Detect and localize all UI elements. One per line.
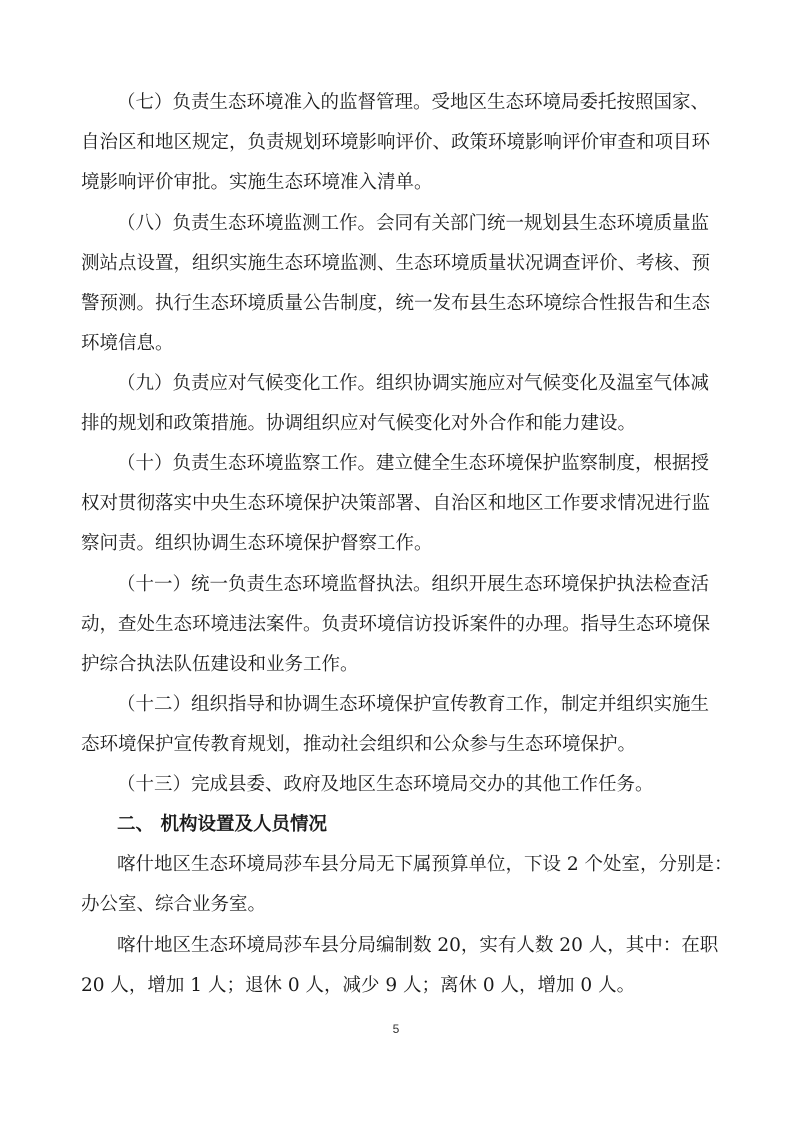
- paragraph-12-line-1: （十二）组织指导和协调生态环境保护宣传教育工作，制定并组织实施生: [117, 694, 710, 715]
- paragraph-11-line-1: （十一）统一负责生态环境监督执法。组织开展生态环境保护执法检查活: [117, 574, 710, 595]
- paragraph-7-line-3: 境影响评价审批。实施生态环境准入清单。: [81, 172, 433, 193]
- paragraph-10-line-3: 察问责。组织协调生态环境保护督察工作。: [81, 533, 433, 554]
- paragraph-10-line-1: （十）负责生态环境监察工作。建立健全生态环境保护监察制度，根据授: [117, 453, 710, 474]
- staffing-line-2: 20 人，增加 1 人；退休 0 人，减少 9 人；离休 0 人，增加 0 人。: [81, 975, 636, 996]
- paragraph-8-line-4: 环境信息。: [81, 333, 174, 354]
- paragraph-12-line-2: 态环境保护宣传教育规划，推动社会组织和公众参与生态环境保护。: [81, 734, 637, 755]
- paragraph-8-line-3: 警预测。执行生态环境质量公告制度，统一发布县生态环境综合性报告和生态: [81, 293, 711, 314]
- paragraph-11-line-2: 动，查处生态环境违法案件。负责环境信访投诉案件的办理。指导生态环境保: [81, 614, 711, 635]
- paragraph-8-line-2: 测站点设置，组织实施生态环境监测、生态环境质量状况调查评价、考核、预: [81, 253, 711, 274]
- paragraph-7-line-2: 自治区和地区规定，负责规划环境影响评价、政策环境影响评价审查和项目环: [81, 132, 711, 153]
- paragraph-9-line-1: （九）负责应对气候变化工作。组织协调实施应对气候变化及温室气体减: [117, 373, 710, 394]
- org-structure-line-1: 喀什地区生态环境局莎车县分局无下属预算单位，下设 2 个处室，分别是：: [117, 854, 733, 875]
- org-structure-line-2: 办公室、综合业务室。: [81, 894, 267, 915]
- paragraph-9-line-2: 排的规划和政策措施。协调组织应对气候变化对外合作和能力建设。: [81, 413, 637, 434]
- paragraph-10-line-2: 权对贯彻落实中央生态环境保护决策部署、自治区和地区工作要求情况进行监: [81, 493, 711, 514]
- paragraph-7-line-1: （七）负责生态环境准入的监督管理。受地区生态环境局委托按照国家、: [117, 92, 710, 113]
- paragraph-8-line-1: （八）负责生态环境监测工作。会同有关部门统一规划县生态环境质量监: [117, 213, 710, 234]
- paragraph-13-line-1: （十三）完成县委、政府及地区生态环境局交办的其他工作任务。: [117, 774, 654, 795]
- section-heading: 二、 机构设置及人员情况: [117, 814, 327, 835]
- page-number: 5: [392, 1022, 400, 1036]
- paragraph-11-line-3: 护综合执法队伍建设和业务工作。: [81, 654, 359, 675]
- staffing-line-1: 喀什地区生态环境局莎车县分局编制数 20，实有人数 20 人，其中：在职: [117, 935, 719, 956]
